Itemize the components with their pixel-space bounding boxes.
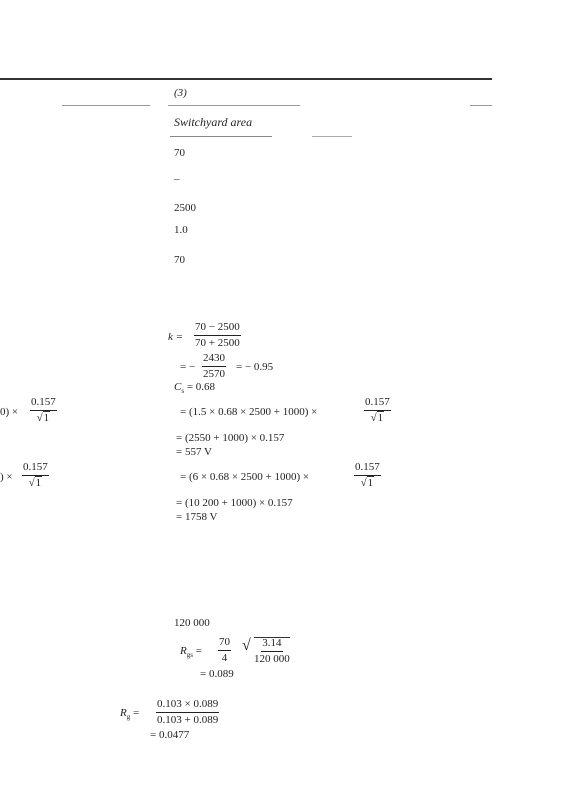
table-value-5: 70 bbox=[174, 254, 185, 266]
column-header-underline-2 bbox=[312, 136, 352, 137]
left-expr-1: 0) × bbox=[0, 406, 19, 418]
k-fraction-1 bbox=[194, 322, 241, 349]
k-eq2-result: = − 0.95 bbox=[236, 361, 274, 373]
rgs-sqrt: √ bbox=[242, 637, 251, 654]
k-frac2-den: 2570 bbox=[203, 368, 225, 380]
rgs-fraction: $\frac{70}{4}$ bbox=[219, 636, 230, 664]
column-header: Switchyard area bbox=[174, 115, 253, 129]
voltage1-step2: = (2550 + 1000) × 0.157 bbox=[176, 432, 285, 444]
left-fraction-1: $\frac{0.157}{√1}$ bbox=[31, 396, 56, 424]
rgs-lhs: $R_{gs}$ = bbox=[180, 645, 202, 660]
voltage2-expr: = (6 × 0.68 × 2500 + 1000) × bbox=[180, 471, 310, 483]
k-fraction-2 bbox=[202, 353, 226, 380]
header-rule-right bbox=[470, 105, 492, 106]
table-value-4: 1.0 bbox=[174, 224, 188, 236]
voltage1-result: = 557 V bbox=[176, 446, 212, 458]
k-eq2-prefix: = − bbox=[180, 361, 196, 373]
voltage1-fraction: $\frac{0.157}{√1}$ bbox=[365, 396, 390, 424]
header-rule-mid bbox=[168, 105, 300, 106]
k-frac2-num: 2430 bbox=[202, 353, 226, 367]
voltage2-result: = 1758 V bbox=[176, 511, 218, 523]
rg-result: = 0.0477 bbox=[150, 729, 190, 741]
column-header-underline bbox=[170, 136, 272, 137]
k-frac1-den: 70 + 2500 bbox=[195, 337, 240, 349]
table-value-2: – bbox=[174, 173, 180, 185]
cs-line: $C_s = 0.68$ bbox=[174, 381, 216, 396]
voltage1-expr: = (1.5 × 0.68 × 2500 + 1000) × bbox=[180, 406, 318, 418]
voltage2-fraction: $\frac{0.157}{√1}$ bbox=[355, 461, 380, 489]
rg-lhs: $R_g$ = bbox=[120, 707, 140, 722]
table-value-3: 2500 bbox=[174, 202, 196, 214]
top-rule bbox=[0, 78, 492, 80]
table-value-1: 70 bbox=[174, 147, 185, 159]
area-value: 120 000 bbox=[174, 617, 210, 629]
voltage2-step2: = (10 200 + 1000) × 0.157 bbox=[176, 497, 293, 509]
rg-fraction: $\frac{0.103 \times 0.089}{0.103 + 0.089}$ bbox=[157, 698, 219, 726]
k-frac1-num: 70 − 2500 bbox=[194, 322, 241, 336]
rgs-sqrt-fraction: $\frac{3.14}{120 000}$ bbox=[254, 637, 290, 665]
column-number: (3) bbox=[174, 87, 187, 99]
header-rule-left bbox=[62, 105, 150, 106]
k-lhs: k = bbox=[168, 331, 184, 343]
rgs-result: = 0.089 bbox=[200, 668, 234, 680]
left-expr-2: ) × bbox=[0, 471, 13, 483]
left-fraction-2: $\frac{0.157}{√1}$ bbox=[23, 461, 48, 489]
